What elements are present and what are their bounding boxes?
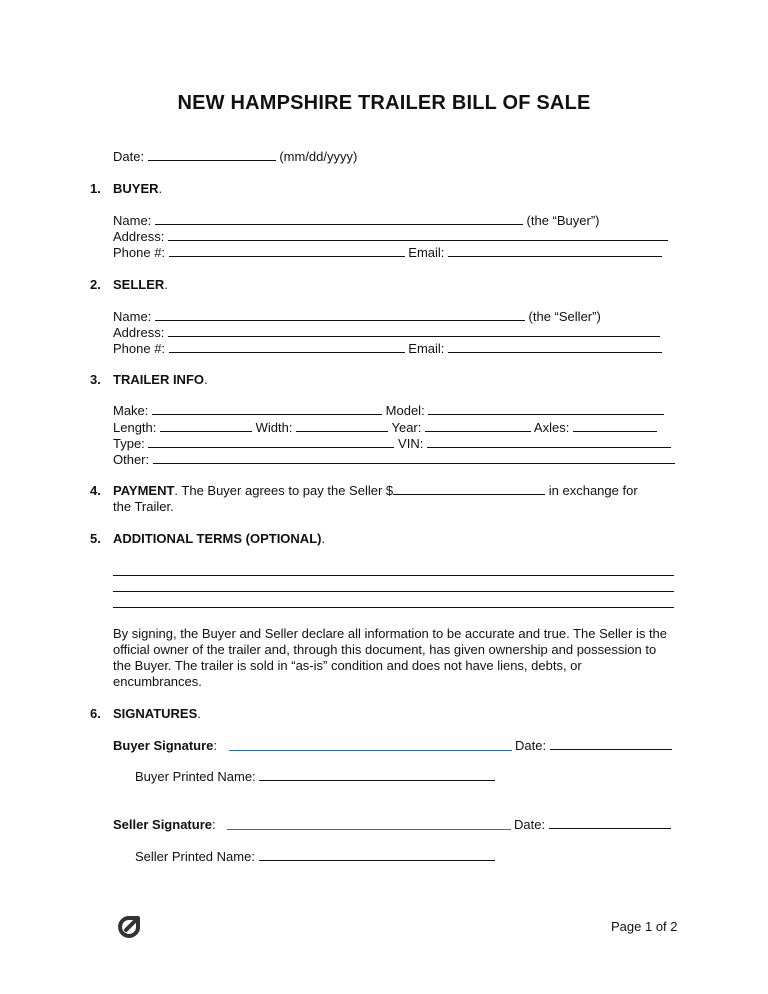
buyer-name-suffix: (the “Buyer”) [526, 213, 600, 228]
document-title: NEW HAMPSHIRE TRAILER BILL OF SALE [177, 92, 591, 114]
vin-field[interactable] [427, 436, 671, 448]
arrow-logo-icon [116, 914, 142, 940]
date-field[interactable] [148, 149, 276, 161]
seller-email-label: Email: [408, 341, 445, 356]
buyer-email-field[interactable] [448, 245, 662, 257]
seller-printed-row [135, 849, 495, 864]
vin-label: VIN: [398, 436, 424, 451]
buyer-email-label: Email: [408, 245, 445, 260]
seller-phone-label: Phone #: [113, 341, 166, 356]
buyer-address-label: Address: [113, 229, 165, 244]
section-number-terms: 5. [90, 531, 101, 546]
buyer-date-field[interactable] [550, 738, 672, 750]
seller-printed-field[interactable] [259, 849, 495, 861]
length-label: Length: [113, 420, 157, 435]
seller-email-field[interactable] [448, 341, 662, 353]
seller-date-label: Date: [514, 817, 546, 832]
model-field[interactable] [428, 403, 664, 415]
other-field[interactable] [153, 452, 675, 464]
type-field[interactable] [148, 436, 394, 448]
buyer-address-row [113, 229, 668, 244]
section-heading-seller: SELLER. [113, 277, 168, 292]
seller-address-row [113, 325, 660, 340]
declaration-paragraph: By signing, the Buyer and Seller declare all information to be accurate and true. The Seller is the official owner of the trailer and, through this document, has given ownership and possession to the Buyer. The trailer is sold in “as-is” condition and does not have liens, debts, or encumbrances. [113, 626, 668, 689]
year-field[interactable] [425, 420, 531, 432]
trailer-dimensions-row [113, 420, 657, 435]
make-field[interactable] [152, 403, 382, 415]
terms-line-3[interactable] [113, 607, 674, 608]
buyer-signature-field[interactable] [229, 750, 512, 751]
seller-name-field[interactable] [155, 309, 525, 321]
seller-date-row [514, 817, 671, 832]
axles-label: Axles: [533, 420, 570, 435]
section-heading-trailer: TRAILER INFO. [113, 372, 208, 387]
seller-address-label: Address: [113, 325, 165, 340]
seller-name-label: Name: [113, 309, 152, 324]
terms-line-2[interactable] [113, 591, 674, 592]
trailer-other-row [113, 452, 675, 467]
type-label: Type: [113, 436, 145, 451]
section-heading-buyer: BUYER. [113, 181, 163, 196]
buyer-signature-label: Buyer Signature: [113, 738, 218, 753]
section-number-buyer: 1. [90, 181, 101, 196]
terms-line-1[interactable] [113, 575, 674, 576]
payment-text-line2: the Trailer. [113, 499, 174, 514]
buyer-name-row [113, 213, 600, 228]
section-number-signatures: 6. [90, 706, 101, 721]
page-number: Page 1 of 2 [611, 919, 678, 934]
seller-signature-label: Seller Signature: [113, 817, 216, 832]
buyer-printed-row [135, 769, 495, 784]
section-heading-terms: ADDITIONAL TERMS (OPTIONAL). [113, 531, 326, 546]
seller-phone-field[interactable] [169, 341, 405, 353]
buyer-name-field[interactable] [155, 213, 523, 225]
width-field[interactable] [296, 420, 388, 432]
axles-field[interactable] [573, 420, 657, 432]
seller-printed-label: Seller Printed Name: [135, 849, 255, 864]
year-label: Year: [391, 420, 422, 435]
buyer-printed-label: Buyer Printed Name: [135, 769, 256, 784]
section-number-payment: 4. [90, 483, 101, 498]
seller-name-row [113, 309, 601, 324]
other-label: Other: [113, 452, 150, 467]
section-heading-payment: PAYMENT [113, 483, 175, 498]
date-format-hint: (mm/dd/yyyy) [279, 149, 358, 164]
buyer-phone-label: Phone #: [113, 245, 166, 260]
buyer-date-row [515, 738, 672, 753]
length-field[interactable] [160, 420, 252, 432]
seller-name-suffix: (the “Seller”) [528, 309, 601, 324]
buyer-phone-field[interactable] [169, 245, 405, 257]
section-heading-signatures: SIGNATURES. [113, 706, 201, 721]
seller-signature-field[interactable] [227, 829, 511, 830]
make-label: Make: [113, 403, 149, 418]
seller-date-field[interactable] [549, 817, 671, 829]
buyer-phone-row [113, 245, 662, 260]
payment-text: PAYMENT. The Buyer agrees to pay the Seller $ in exchange for [113, 483, 638, 498]
buyer-name-label: Name: [113, 213, 152, 228]
model-label: Model: [385, 403, 425, 418]
date-row [113, 149, 357, 164]
date-label: Date: [113, 149, 145, 164]
section-number-seller: 2. [90, 277, 101, 292]
seller-phone-row [113, 341, 662, 356]
trailer-type-row [113, 436, 671, 451]
buyer-date-label: Date: [515, 738, 547, 753]
trailer-make-row [113, 403, 664, 418]
seller-address-field[interactable] [168, 325, 660, 337]
section-number-trailer: 3. [90, 372, 101, 387]
buyer-printed-field[interactable] [259, 769, 495, 781]
buyer-address-field[interactable] [168, 229, 668, 241]
payment-amount-field[interactable] [393, 483, 545, 495]
width-label: Width: [255, 420, 293, 435]
